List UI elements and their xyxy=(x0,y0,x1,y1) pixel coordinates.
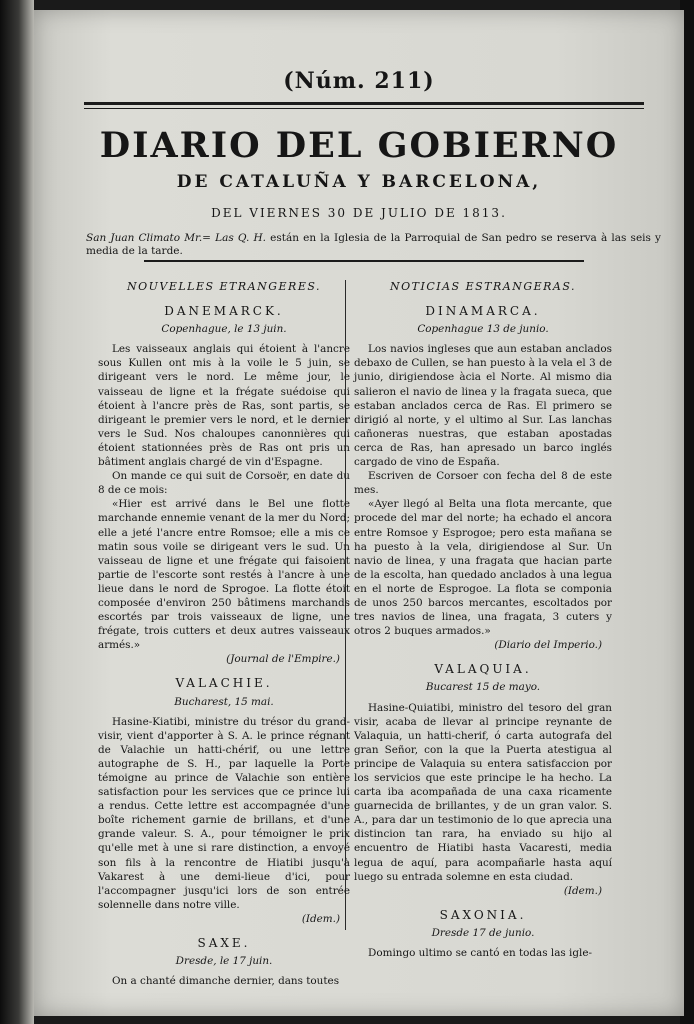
religious-notice xyxy=(86,232,661,258)
article-paragraph: Domingo ultimo se cantó en todas las igle- xyxy=(368,947,592,960)
article-source: (Idem.) xyxy=(563,884,602,897)
section-dateline: Bucarest 15 de mayo. xyxy=(425,681,541,694)
article-source: (Idem.) xyxy=(301,912,340,925)
section-country: SAXE. xyxy=(197,936,251,951)
french-column xyxy=(98,278,350,988)
notice-rule xyxy=(144,260,584,262)
spanish-heading: NOTICIAS ESTRANGERAS. xyxy=(390,280,576,293)
article-paragraph: «Hier est arrivé dans le Bel une flotte marchande ennemie venant de la mer du Nord; elle a jeté l'ancre entre Romsoe; elle a mis ce matin sous voile se dirigeant vers le sud. Un vaisseau de ligne et une frégate qui faisoient partie de l'escorte sont restés à l'ancre à une lieue dans le nord de Sprogoe. La flotte étoit composée d'environ 250 bâtimens marchands escortés par trois vaisseaux de ligne, une frégate, trois cutters et deux autres vaisseaux armés.» xyxy=(98,498,350,652)
notice-text: están en la Iglesia de la Parroquial de San pedro se reserva à las seis y media de la tarde. xyxy=(86,232,661,257)
article-paragraph: Hasine-Quiatibi, ministro del tesoro del gran visir, acaba de llevar al principe reynante de Valaquia, un hatti-cherif, ó carta autografa del gran Señor, con la que la Puerta atestigua al principe de Valaquia su entera satisfaccion por los servicios que este principe le ha hecho. La carta iba acompañada de una caxa ricamente guarnecida de brillantes, y de un gran valor. S. A., para dar un testimonio de lo que aprecia una distincion tan rara, ha enviado su hijo al encuentro de Hiatibi hasta Vacaresti, media legua de aquí, para acompañarle hasta aquí luego su entrada solemne en esta ciudad. xyxy=(354,701,612,883)
section-dateline: Dresde 17 de junio. xyxy=(431,926,535,939)
header-rule-thin xyxy=(84,108,644,109)
article-paragraph: Los navios ingleses que aun estaban anclados debaxo de Cullen, se han puesto à la vela el 3 de junio, dirigiendose àcia el Norte. Al mismo dia salieron el navio de linea y la fragata sueca, que estaban anclados cerca de Ras. El primero se dirigió al norte, y el ultimo al Sur. Las lanchas cañoneras nuestras, que estaban apostadas cerca de Ras, han apresado un barco inglés cargado de vino de España. xyxy=(354,343,612,469)
section-country: SAXONIA. xyxy=(439,907,527,922)
issue-number: (Núm. 211) xyxy=(283,68,435,94)
notice-saint: San Juan Climato Mr.= Las Q. H. xyxy=(86,232,266,244)
section-country: VALACHIE. xyxy=(175,676,273,691)
book-spine xyxy=(0,0,34,1024)
article-paragraph: Hasine-Kiatibi, ministre du trésor du grand-visir, vient d'apporter à S. A. le prince régnant de Valachie un hatti-chérif, ou une lettre autographe de S. H., par laquelle la Porte témoigne au prince de Valachie son entière satisfaction pour les services que ce prince lui a rendus. Cette lettre est accompagnée d'une boîte richement garnie de brillans, et d'une grande valeur. S. A., pour témoigner le prix qu'elle met à une si rare distinction, a envoyé son fils à la rencontre de Hiatibi jusqu'à Vakarest à une demi-lieue d'ici, pour l'accompagner jusqu'ici lors de son entrée solennelle dans notre ville. xyxy=(98,715,350,911)
section-dateline: Bucharest, 15 mai. xyxy=(174,695,274,708)
newspaper-page xyxy=(34,10,684,1016)
header-rule-thick xyxy=(84,102,644,105)
french-heading: NOUVELLES ETRANGERES. xyxy=(126,280,322,293)
article-paragraph: Les vaisseaux anglais qui étoient à l'ancre sous Kullen ont mis à la voile le 5 juin, se dirigeant vers le nord. Le même jour, le vaisseau de ligne et la frégate suédoise qui étoient à l'ancre près de Ras, sont partis, se dirigeant le premier vers le nord, et le dernier vers le Sud. Nos chaloupes canonnières qui étoient stationnées près de Ras ont pris un bâtiment anglais chargé de vin d'Espagne. xyxy=(98,343,350,469)
article-paragraph: On mande ce qui suit de Corsoër, en date du 8 de ce mois: xyxy=(98,470,350,497)
newspaper-title: DIARIO DEL GOBIERNO xyxy=(99,125,619,166)
newspaper-subtitle: DE CATALUÑA Y BARCELONA, xyxy=(176,172,542,192)
article-paragraph: Escriven de Corsoer con fecha del 8 de este mes. xyxy=(354,470,612,497)
section-country: VALAQUIA. xyxy=(434,662,532,677)
article-source: (Journal de l'Empire.) xyxy=(226,653,340,666)
section-country: DINAMARCA. xyxy=(425,304,541,319)
article-source: (Diario del Imperio.) xyxy=(494,639,602,652)
article-paragraph: «Ayer llegó al Belta una flota mercante, que procede del mar del norte; ha echado el ancora entre Romsoe y Esprogoe; pero esta mañana se ha puesto à la vela, dirigiendose al Sur. Un navio de linea, y una fragata que hacian parte de la escolta, han quedado anclados à una legua en el norte de Esprogoe. La flota se componia de unos 250 barcos mercantes, escoltados por tres navios de linea, una fragata, 3 cuters y otros 2 buques armados.» xyxy=(354,498,612,638)
section-dateline: Copenhague 13 de junio. xyxy=(417,323,549,336)
section-country: DANEMARCK. xyxy=(164,304,284,319)
issue-date: DEL VIERNES 30 DE JULIO DE 1813. xyxy=(211,206,507,220)
section-dateline: Copenhague, le 13 juin. xyxy=(161,323,287,336)
article-paragraph: On a chanté dimanche dernier, dans toutes xyxy=(112,975,340,988)
section-dateline: Dresde, le 17 juin. xyxy=(175,955,273,968)
spanish-column xyxy=(354,278,612,960)
